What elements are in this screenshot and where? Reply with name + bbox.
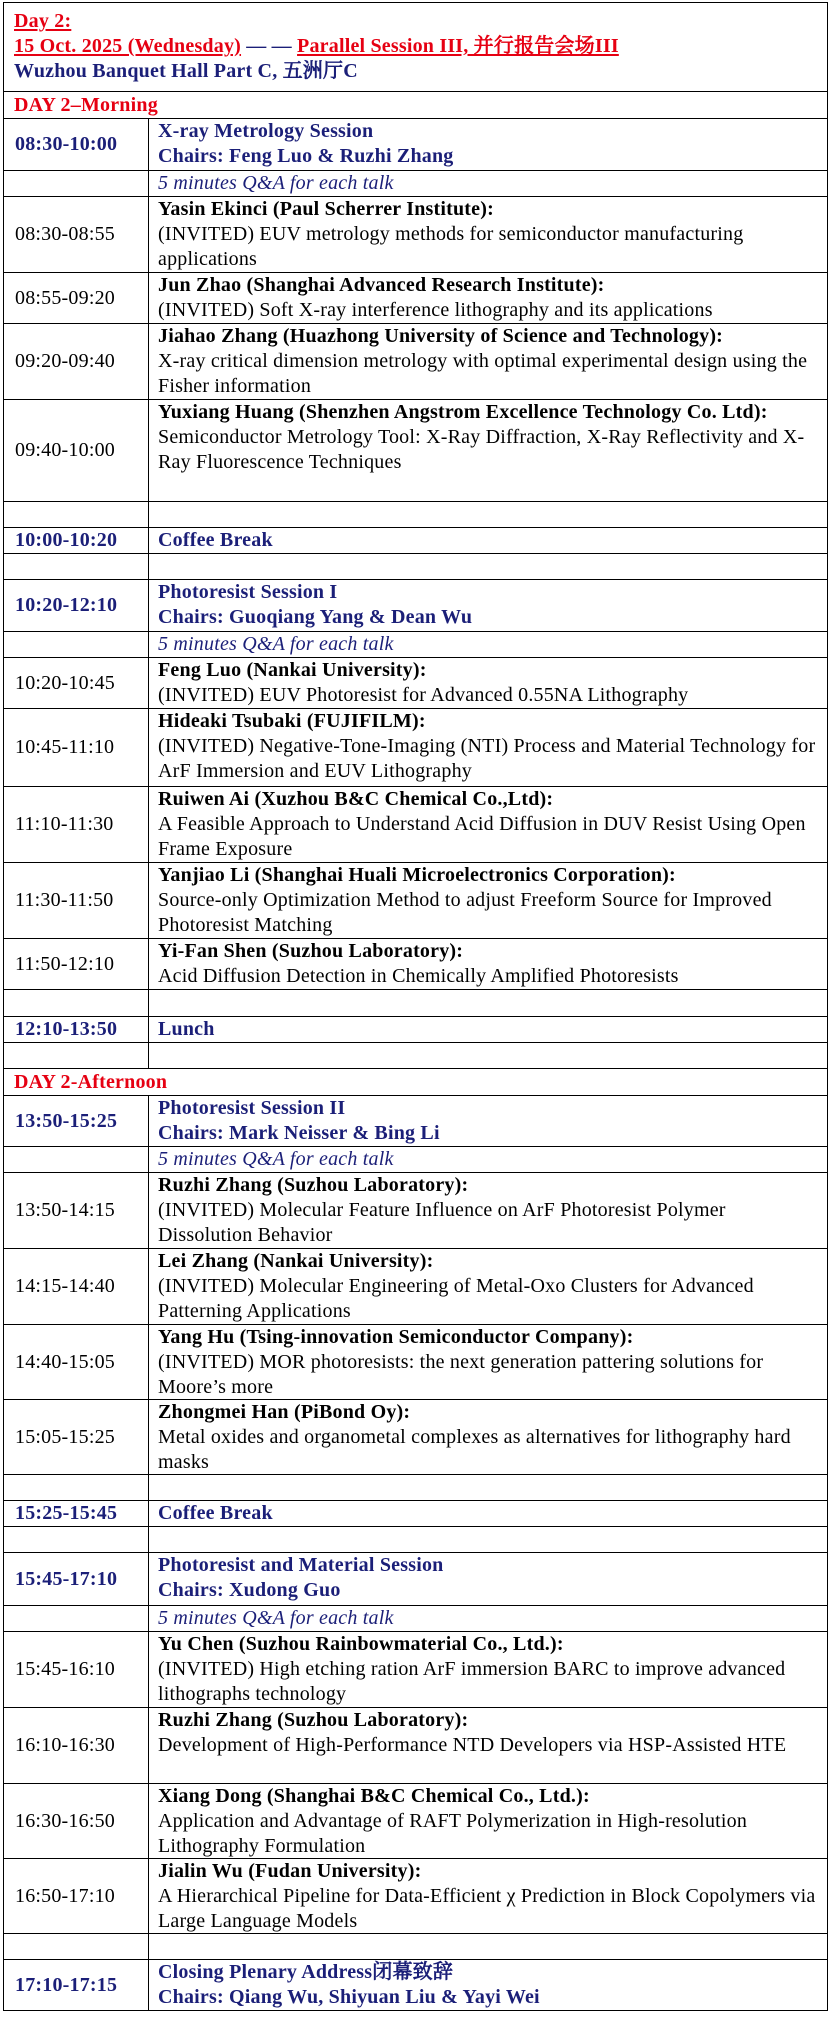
day-heading-label: DAY 2–Morning: [14, 93, 158, 116]
speaker-label: Jun Zhao (Shanghai Advanced Research Institute):: [158, 274, 605, 296]
time-label: 10:20-12:10: [15, 594, 118, 616]
content-cell: [149, 1553, 827, 1605]
time-label: 15:25-15:45: [15, 1502, 118, 1524]
time-cell: [4, 1708, 149, 1783]
session-header: [4, 3, 827, 91]
time-label: 16:30-16:50: [15, 1809, 115, 1832]
content-cell: [149, 1632, 827, 1707]
talk-row: [4, 1783, 827, 1858]
content-cell: [149, 1527, 827, 1552]
content-cell: [149, 1859, 827, 1933]
speaker-label: Yang Hu (Tsing-innovation Semiconductor Company):: [158, 1326, 634, 1348]
time-cell: [4, 580, 149, 631]
time-cell: [4, 632, 149, 657]
time-label: 13:50-14:15: [15, 1199, 115, 1221]
time-label: 08:55-09:20: [15, 286, 115, 309]
time-label: 10:00-10:20: [15, 529, 118, 551]
time-cell: [4, 1096, 149, 1146]
venue-label: Wuzhou Banquet Hall Part C, 五洲厅C: [14, 60, 358, 82]
separator: — —: [246, 35, 292, 57]
time-label: 16:50-17:10: [15, 1884, 115, 1907]
time-cell: [4, 119, 149, 170]
spacer-row: [4, 1474, 827, 1500]
time-cell: [4, 1501, 149, 1526]
time-cell: [4, 709, 149, 786]
speaker-label: Ruzhi Zhang (Suzhou Laboratory):: [158, 1709, 469, 1731]
speaker-label: Jialin Wu (Fudan University):: [158, 1860, 422, 1882]
talk-title: X-ray critical dimension metrology with optimal experimental design using the Fisher information: [158, 350, 808, 397]
time-cell: [4, 939, 149, 989]
content-cell: [149, 990, 827, 1016]
time-label: 14:15-14:40: [15, 1275, 115, 1297]
talk-row: [4, 1858, 827, 1933]
spacer-row: [4, 1526, 827, 1552]
qa-note-row: [4, 631, 827, 657]
time-cell: [4, 1606, 149, 1631]
time-cell: [4, 1017, 149, 1042]
time-cell: [4, 990, 149, 1016]
qa-note: 5 minutes Q&A for each talk: [158, 172, 394, 194]
chairs-label: Chairs: Mark Neisser & Bing Li: [158, 1122, 440, 1144]
talk-row: [4, 399, 827, 501]
time-cell: [4, 1249, 149, 1324]
time-label: 10:45-11:10: [15, 736, 115, 758]
session-row: [4, 118, 827, 170]
qa-note-row: [4, 1605, 827, 1631]
time-cell: [4, 171, 149, 196]
spacer-row: [4, 501, 827, 527]
speaker-label: Jiahao Zhang (Huazhong University of Science and Technology):: [158, 325, 724, 347]
time-label: 09:40-10:00: [15, 439, 115, 461]
spacer-row: [4, 989, 827, 1016]
time-cell: [4, 1325, 149, 1399]
time-label: 08:30-08:55: [15, 223, 115, 245]
break-row: [4, 1500, 827, 1526]
content-cell: [149, 580, 827, 631]
talk-title: A Hierarchical Pipeline for Data-Efficient χ Prediction in Block Copolymers via Large Language Models: [158, 1885, 816, 1932]
time-cell: [4, 658, 149, 708]
talk-title: (INVITED) Negative-Tone-Imaging (NTI) Process and Material Technology for ArF Immersion and EUV Lithography: [158, 735, 816, 782]
content-cell: [149, 528, 827, 553]
content-cell: [149, 502, 827, 527]
header-venue-line: [14, 59, 817, 84]
talk-row: [4, 1172, 827, 1248]
talk-row: [4, 196, 827, 272]
time-cell: [4, 273, 149, 323]
date-label: 15 Oct. 2025 (Wednesday): [14, 35, 242, 57]
content-cell: [149, 554, 827, 579]
content-cell: [149, 1043, 827, 1068]
time-cell: [4, 1960, 149, 2010]
qa-note-row: [4, 170, 827, 196]
time-cell: [4, 1553, 149, 1605]
speaker-label: Ruzhi Zhang (Suzhou Laboratory):: [158, 1174, 469, 1196]
content-cell: [149, 1017, 827, 1042]
time-cell: [4, 1632, 149, 1707]
break-label: Coffee Break: [158, 529, 273, 551]
talk-row: [4, 323, 827, 399]
day-section-heading: [4, 91, 827, 118]
content-cell: [149, 1475, 827, 1500]
spacer-row: [4, 1042, 827, 1068]
talk-title: Source-only Optimization Method to adjust Freeform Source for Improved Photoresist Matching: [158, 889, 772, 936]
content-cell: [149, 658, 827, 708]
content-cell: [149, 939, 827, 989]
time-label: 16:10-16:30: [15, 1734, 115, 1756]
content-cell: [149, 119, 827, 170]
session-row: [4, 1959, 827, 2010]
content-cell: [149, 1934, 827, 1959]
parallel-session-title: Parallel Session III, 并行报告会场III: [297, 35, 619, 57]
content-cell: [149, 1325, 827, 1399]
time-cell: [4, 1934, 149, 1959]
time-cell: [4, 400, 149, 501]
time-label: 17:10-17:15: [15, 1973, 118, 1996]
time-cell: [4, 502, 149, 527]
break-row: [4, 1016, 827, 1042]
time-label: 15:45-17:10: [15, 1567, 118, 1590]
speaker-label: Hideaki Tsubaki (FUJIFILM):: [158, 710, 426, 732]
time-cell: [4, 528, 149, 553]
talk-title: Application and Advantage of RAFT Polymerization in High-resolution Lithography Formulation: [158, 1810, 748, 1857]
day-heading-label: DAY 2-Afternoon: [14, 1070, 168, 1093]
content-cell: [149, 632, 827, 657]
content-cell: [149, 709, 827, 786]
time-cell: [4, 1400, 149, 1474]
break-label: Lunch: [158, 1018, 215, 1040]
talk-title: (INVITED) EUV metrology methods for semiconductor manufacturing applications: [158, 223, 744, 270]
speaker-label: Lei Zhang (Nankai University):: [158, 1250, 434, 1272]
session-title: Photoresist and Material Session: [158, 1554, 444, 1576]
content-cell: [149, 1501, 827, 1526]
time-cell: [4, 1147, 149, 1172]
time-label: 13:50-15:25: [15, 1109, 118, 1132]
talk-row: [4, 938, 827, 989]
content-cell: [149, 171, 827, 196]
time-cell: [4, 1173, 149, 1248]
chairs-label: Chairs: Xudong Guo: [158, 1579, 341, 1601]
speaker-label: Yanjiao Li (Shanghai Huali Microelectronics Corporation):: [158, 864, 676, 886]
content-cell: [149, 400, 827, 501]
break-label: Coffee Break: [158, 1502, 273, 1524]
time-cell: [4, 1043, 149, 1068]
talk-title: (INVITED) Molecular Feature Influence on ArF Photoresist Polymer Dissolution Behavior: [158, 1199, 726, 1246]
talk-row: [4, 1631, 827, 1707]
content-cell: [149, 863, 827, 938]
content-cell: [149, 1249, 827, 1324]
talk-row: [4, 1248, 827, 1324]
day-label: Day 2:: [14, 10, 72, 32]
time-label: 15:45-16:10: [15, 1658, 115, 1680]
day-section-heading: [4, 1068, 827, 1095]
session-row: [4, 1552, 827, 1605]
speaker-label: Yu Chen (Suzhou Rainbowmaterial Co., Ltd.):: [158, 1633, 564, 1655]
content-cell: [149, 1960, 827, 2010]
talk-title: Acid Diffusion Detection in Chemically Amplified Photoresists: [158, 965, 679, 987]
session-title: Photoresist Session II: [158, 1097, 346, 1119]
schedule-rows: [4, 91, 827, 2010]
time-label: 12:10-13:50: [15, 1018, 118, 1040]
time-label: 14:40-15:05: [15, 1350, 115, 1373]
content-cell: [149, 1400, 827, 1474]
content-cell: [149, 787, 827, 862]
talk-title: (INVITED) High etching ration ArF immersion BARC to improve advanced lithographs technology: [158, 1658, 786, 1705]
talk-row: [4, 272, 827, 323]
talk-row: [4, 862, 827, 938]
session-row: [4, 1095, 827, 1146]
talk-title: A Feasible Approach to Understand Acid Diffusion in DUV Resist Using Open Frame Exposure: [158, 813, 806, 860]
chairs-label: Chairs: Qiang Wu, Shiyuan Liu & Yayi Wei: [158, 1986, 540, 2008]
talk-row: [4, 786, 827, 862]
time-cell: [4, 1475, 149, 1500]
qa-note: 5 minutes Q&A for each talk: [158, 633, 394, 655]
break-row: [4, 527, 827, 553]
time-label: 11:50-12:10: [15, 952, 115, 975]
time-label: 09:20-09:40: [15, 350, 115, 372]
time-cell: [4, 1527, 149, 1552]
content-cell: [149, 1147, 827, 1172]
talk-title: (INVITED) Soft X-ray interference lithography and its applications: [158, 299, 713, 321]
talk-row: [4, 1399, 827, 1474]
content-cell: [149, 197, 827, 272]
talk-title: Semiconductor Metrology Tool: X-Ray Diffraction, X-Ray Reflectivity and X-Ray Fluorescence Techniques: [158, 426, 805, 473]
time-label: 11:30-11:50: [15, 889, 114, 911]
chairs-label: Chairs: Guoqiang Yang & Dean Wu: [158, 606, 473, 628]
header-day-line: [14, 9, 817, 34]
time-label: 08:30-10:00: [15, 133, 118, 155]
talk-row: [4, 657, 827, 708]
spacer-row: [4, 553, 827, 579]
qa-note: 5 minutes Q&A for each talk: [158, 1148, 394, 1170]
time-cell: [4, 1784, 149, 1858]
speaker-label: Yi-Fan Shen (Suzhou Laboratory):: [158, 940, 464, 962]
session-title: Closing Plenary Address闭幕致辞: [158, 1961, 454, 1983]
qa-note-row: [4, 1146, 827, 1172]
time-cell: [4, 197, 149, 272]
content-cell: [149, 273, 827, 323]
talk-row: [4, 1707, 827, 1783]
speaker-label: Zhongmei Han (PiBond Oy):: [158, 1401, 411, 1423]
talk-title: Development of High-Performance NTD Developers via HSP-Assisted HTE: [158, 1734, 787, 1756]
content-cell: [149, 1784, 827, 1858]
schedule-table: [3, 2, 828, 2011]
time-cell: [4, 787, 149, 862]
talk-title: (INVITED) EUV Photoresist for Advanced 0.55NA Lithography: [158, 684, 689, 706]
content-cell: [149, 324, 827, 399]
speaker-label: Yasin Ekinci (Paul Scherrer Institute):: [158, 198, 494, 220]
talk-row: [4, 1324, 827, 1399]
time-label: 10:20-10:45: [15, 671, 115, 694]
time-cell: [4, 863, 149, 938]
header-date-line: [14, 34, 817, 59]
content-cell: [149, 1096, 827, 1146]
content-cell: [149, 1606, 827, 1631]
content-cell: [149, 1708, 827, 1783]
session-row: [4, 579, 827, 631]
talk-row: [4, 708, 827, 786]
qa-note: 5 minutes Q&A for each talk: [158, 1607, 394, 1629]
time-label: 15:05-15:25: [15, 1425, 115, 1448]
speaker-label: Ruiwen Ai (Xuzhou B&C Chemical Co.,Ltd):: [158, 788, 554, 810]
content-cell: [149, 1173, 827, 1248]
session-title: Photoresist Session I: [158, 581, 338, 603]
chairs-label: Chairs: Feng Luo & Ruzhi Zhang: [158, 145, 454, 167]
talk-title: (INVITED) Molecular Engineering of Metal-Oxo Clusters for Advanced Patterning Applications: [158, 1275, 754, 1322]
time-cell: [4, 1859, 149, 1933]
spacer-row: [4, 1933, 827, 1959]
talk-title: Metal oxides and organometal complexes as alternatives for lithography hard masks: [158, 1426, 791, 1473]
talk-title: (INVITED) MOR photoresists: the next generation pattering solutions for Moore’s more: [158, 1351, 764, 1398]
time-cell: [4, 554, 149, 579]
time-label: 11:10-11:30: [15, 813, 114, 835]
session-title: X-ray Metrology Session: [158, 120, 374, 142]
speaker-label: Xiang Dong (Shanghai B&C Chemical Co., Ltd.):: [158, 1785, 590, 1807]
time-cell: [4, 324, 149, 399]
speaker-label: Feng Luo (Nankai University):: [158, 659, 427, 681]
speaker-label: Yuxiang Huang (Shenzhen Angstrom Excellence Technology Co. Ltd):: [158, 401, 768, 423]
